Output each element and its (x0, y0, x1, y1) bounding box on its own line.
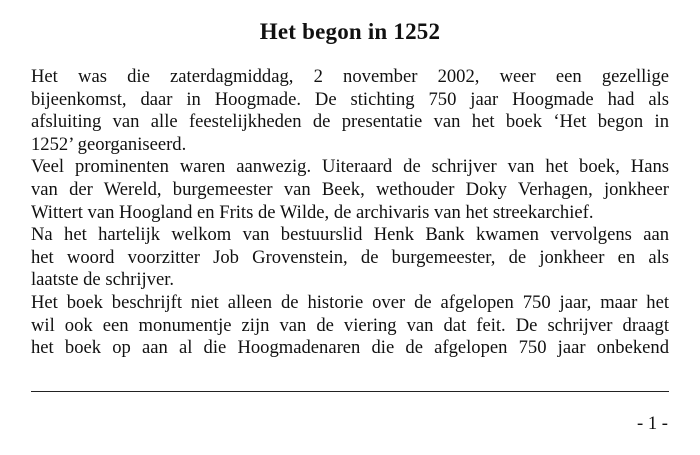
text-line: afsluiting van alle feestelijkheden de presentatie van het boek ‘Het begon in (31, 111, 669, 133)
text-line: wil ook een monumentje zijn van de viering van dat feit. De schrijver draagt (31, 314, 669, 336)
document-title: Het begon in 1252 (259, 19, 441, 44)
text-line: Het was die zaterdagmiddag, 2 november 2002, weer een gezellige (31, 66, 669, 87)
text-line: het boek op aan al die Hoogmadenaren die de afgelopen 750 jaar onbekend (31, 337, 669, 359)
text-line: Het boek beschrijft niet alleen de historie over de afgelopen 750 jaar, maar het (31, 291, 669, 313)
text-line: het woord voorzitter Job Grovenstein, de burgemeester, de jonkheer en als (31, 246, 669, 268)
text-line: Na het hartelijk welkom van bestuurslid Henk Bank kwamen vervolgens aan (31, 224, 669, 246)
page-number: - 1 - (637, 413, 668, 434)
text-line: 1252’ georganiseerd. (31, 133, 187, 155)
text-line: bijeenkomst, daar in Hoogmade. De stichting 750 jaar Hoogmade had als (31, 88, 669, 110)
text-line: Veel prominenten waren aanwezig. Uiteraard de schrijver van het boek, Hans (31, 156, 669, 178)
text-line: laatste de schrijver. (31, 269, 175, 291)
text-line: van der Wereld, burgemeester van Beek, wethouder Doky Verhagen, jonkheer (31, 178, 669, 200)
text-line: Wittert van Hoogland en Frits de Wilde, de archivaris van het streekarchief. (31, 201, 594, 223)
footer-divider (31, 391, 669, 392)
document-body (31, 66, 669, 360)
